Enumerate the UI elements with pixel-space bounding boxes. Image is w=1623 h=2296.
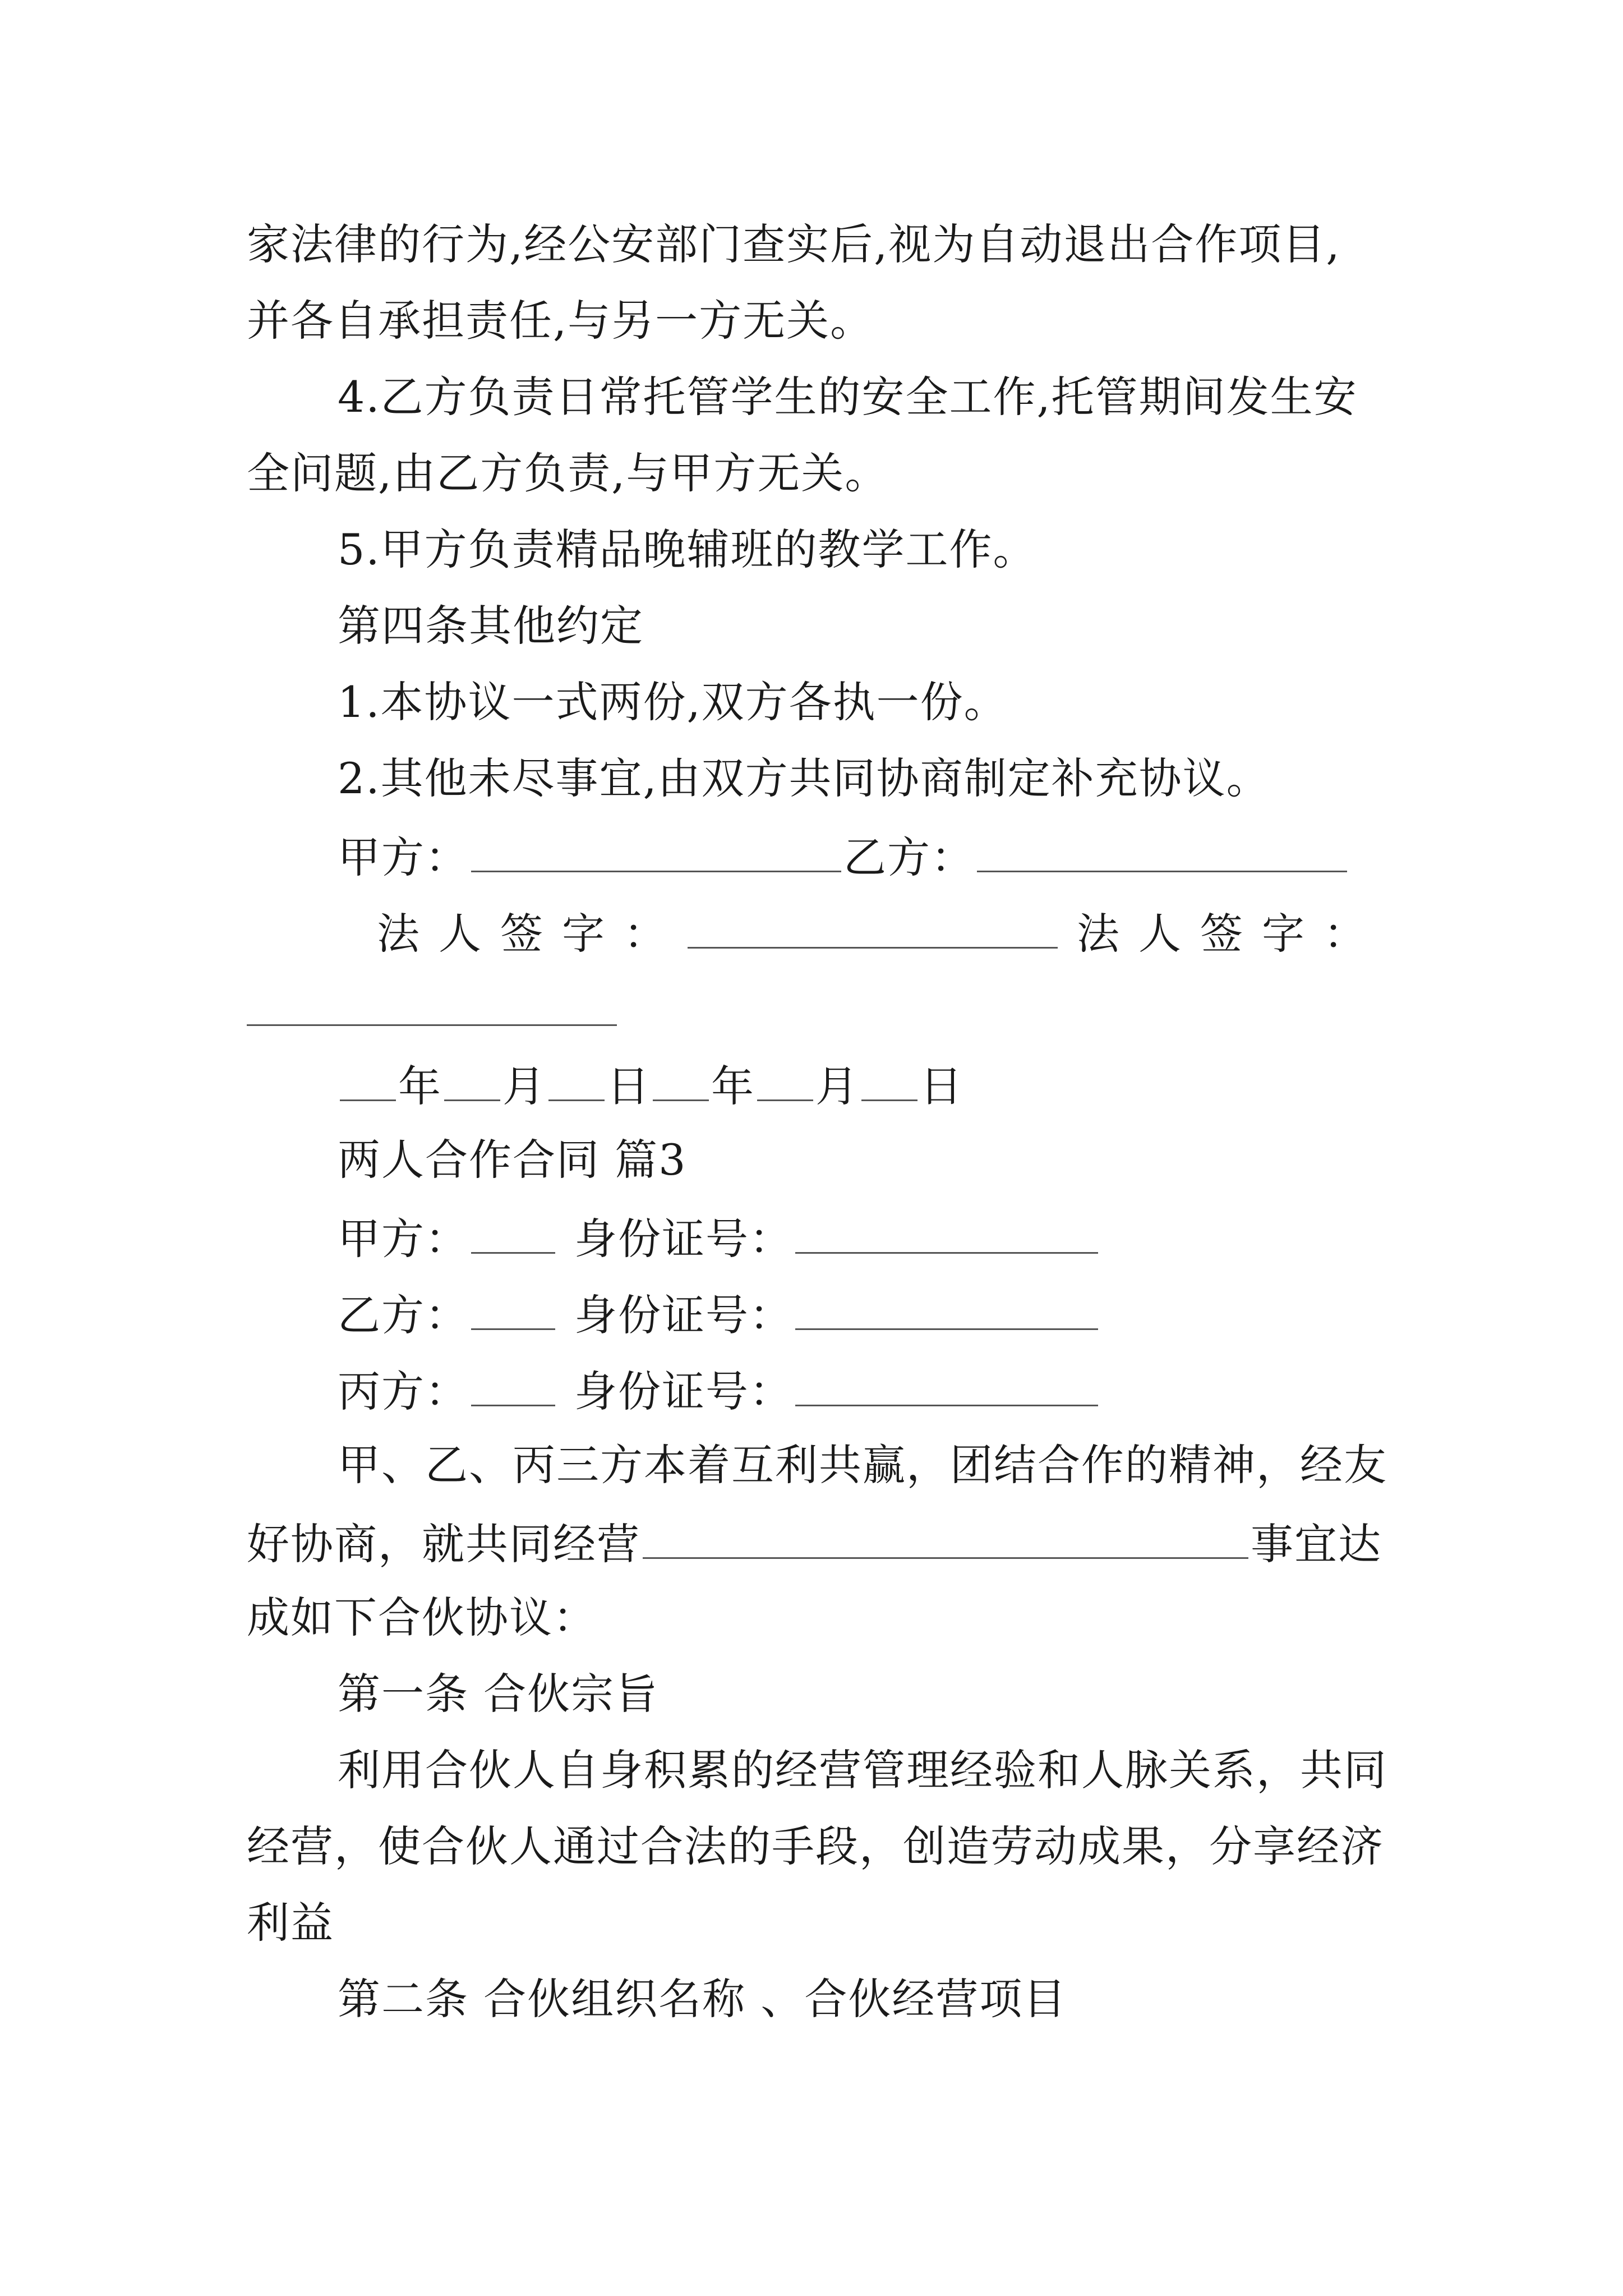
party-b-label: 乙方： <box>843 832 975 882</box>
month-label-2: 月 <box>815 1061 859 1111</box>
day-blank-2 <box>861 1062 917 1101</box>
c3-party-b-id-blank <box>795 1291 1098 1330</box>
intro-line-2-post: 事宜达 <box>1251 1519 1382 1569</box>
contract-3-title: 两人合作合同 篇3 <box>338 1135 687 1185</box>
item-4-line-2: 全问题,由乙方负责,与甲方无关。 <box>247 448 889 498</box>
legal-sign-line <box>377 909 1385 959</box>
year-blank-2 <box>653 1062 709 1101</box>
party-a-blank <box>471 834 841 872</box>
day-blank-1 <box>548 1062 605 1101</box>
item-5: 5.甲方负责精品晚辅班的教学工作。 <box>338 524 1037 574</box>
intro-line-2 <box>247 1519 1382 1569</box>
c3-party-a-blank <box>471 1215 555 1254</box>
continuation-line-2: 并各自承担责任,与另一方无关。 <box>247 296 874 346</box>
month-blank-2 <box>757 1062 813 1101</box>
article-1-line-2: 经营，使合伙人通过合法的手段，创造劳动成果，分享经济 <box>247 1821 1384 1871</box>
c3-party-a-label: 甲方： <box>338 1214 469 1264</box>
intro-line-1: 甲、乙、丙三方本着互利共赢，团结合作的精神，经友 <box>338 1440 1387 1490</box>
year-blank-1 <box>340 1062 396 1101</box>
legal-sign-a-label: 法人签字： <box>377 909 685 959</box>
intro-line-3: 成如下合伙协议： <box>247 1593 597 1642</box>
signature-parties-line <box>338 832 1349 882</box>
date-line <box>338 1061 963 1111</box>
c3-party-c-id-label: 身份证号： <box>574 1366 793 1416</box>
c3-party-b-blank <box>471 1291 555 1330</box>
month-blank-1 <box>444 1062 500 1101</box>
article-1-title: 第一条 合伙宗旨 <box>338 1669 659 1719</box>
party-a-label: 甲方： <box>338 832 469 882</box>
day-label-2: 日 <box>920 1061 963 1111</box>
month-label-1: 月 <box>502 1061 546 1111</box>
intro-line-2-pre: 好协商，就共同经营 <box>247 1519 640 1569</box>
c3-party-c-id-blank <box>795 1368 1098 1406</box>
legal-sign-a-blank <box>688 910 1058 949</box>
article-1-line-1: 利用合伙人自身积累的经营管理经验和人脉关系，共同 <box>338 1745 1387 1795</box>
year-label-1: 年 <box>398 1061 442 1111</box>
c3-party-a-id-blank <box>795 1215 1098 1254</box>
legal-sign-b-blank <box>247 1024 617 1026</box>
article-4-item-2: 2.其他未尽事宜,由双方共同协商制定补充协议。 <box>338 753 1270 803</box>
party-c-id-line <box>338 1366 1100 1416</box>
continuation-line-1: 家法律的行为,经公安部门查实后,视为自动退出合作项目, <box>247 219 1341 269</box>
party-b-blank <box>977 834 1347 872</box>
c3-party-a-id-label: 身份证号： <box>574 1214 793 1264</box>
article-4-title: 第四条其他约定 <box>338 601 644 651</box>
article-2-title: 第二条 合伙组织名称 、合伙经营项目 <box>338 1974 1067 2024</box>
item-4-line-1: 4.乙方负责日常托管学生的安全工作,托管期间发生安 <box>338 372 1358 422</box>
day-label-1: 日 <box>607 1061 651 1111</box>
party-b-id-line <box>338 1290 1100 1340</box>
article-4-item-1: 1.本协议一式两份,双方各执一份。 <box>338 677 1008 727</box>
c3-party-b-label: 乙方： <box>338 1290 469 1340</box>
c3-party-b-id-label: 身份证号： <box>574 1290 793 1340</box>
article-1-line-3: 利益 <box>247 1898 334 1948</box>
business-name-blank <box>643 1520 1248 1559</box>
legal-sign-b-label: 法人签字： <box>1077 909 1385 959</box>
party-a-id-line <box>338 1214 1100 1264</box>
year-label-2: 年 <box>711 1061 755 1111</box>
c3-party-c-label: 丙方： <box>338 1366 469 1416</box>
c3-party-c-blank <box>471 1368 555 1406</box>
